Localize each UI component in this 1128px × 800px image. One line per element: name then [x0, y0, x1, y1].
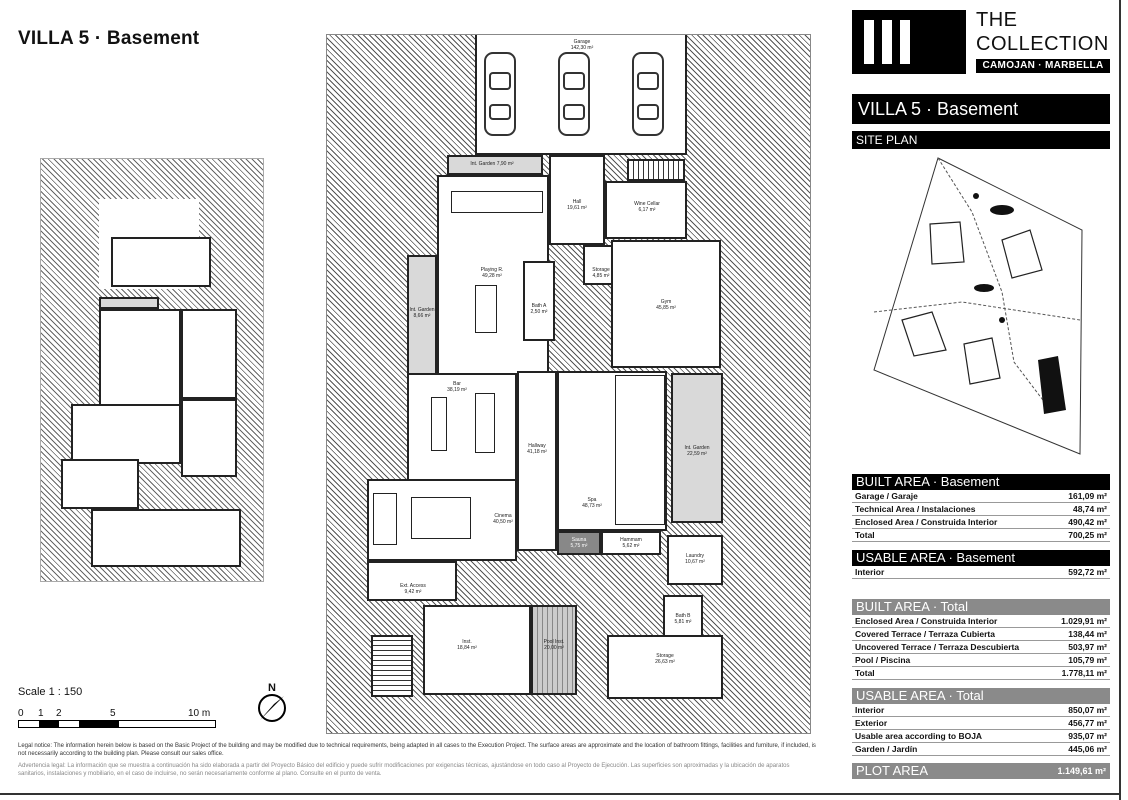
label-hall: Hall	[572, 199, 582, 205]
room-storage	[607, 635, 723, 699]
label-int-garden-top: Int. Garden	[470, 161, 496, 167]
table-row: Enclosed Area / Construida Interior 490,42 m²	[852, 516, 1110, 529]
overview-floor-plan	[40, 158, 264, 582]
scale-tick-5: 5	[110, 708, 116, 719]
page-frame-bottom	[0, 793, 1121, 795]
label-hallway: Hallway	[528, 443, 546, 449]
site-plan-map	[852, 152, 1110, 470]
area-cinema: 40,50 m²	[493, 519, 513, 525]
label-bar: Bar	[453, 381, 461, 387]
table-row: Garage / Garaje 161,09 m²	[852, 490, 1110, 503]
table-row: Enclosed Area / Construida Interior 1.029,91 m²	[852, 615, 1110, 628]
table-row: Pool / Piscina 105,79 m²	[852, 654, 1110, 667]
overview-garden-strip	[99, 297, 159, 309]
label-ext-access: Ext. Access	[400, 583, 426, 589]
overview-cinema	[61, 459, 139, 509]
area-sauna: 5,75 m²	[570, 543, 588, 549]
page-frame-right	[1119, 0, 1121, 800]
basement-floor-plan	[326, 34, 811, 734]
area-inst: 18,84 m²	[457, 645, 477, 651]
brand-line1: THE	[976, 9, 1018, 31]
brand-logo-mark	[852, 10, 966, 74]
table-row: Total 700,25 m²	[852, 529, 1110, 542]
area-int-garden-left: 8,66 m²	[413, 313, 431, 319]
area-bar: 38,19 m²	[447, 387, 467, 393]
area-spa: 48,73 m²	[582, 503, 602, 509]
label-laundry: Laundry	[685, 553, 705, 559]
overview-playing-room	[99, 309, 181, 419]
label-playing: Playing R.	[480, 267, 504, 273]
sofa-icon	[451, 191, 543, 213]
label-hammam: Hammam	[620, 537, 642, 543]
sidebar-header: VILLA 5 · Basement	[852, 94, 1110, 124]
scale-tick-1: 1	[38, 708, 44, 719]
label-inst: Inst.	[462, 639, 472, 645]
table-row: Technical Area / Instalaciones 48,74 m²	[852, 503, 1110, 516]
table-row: Exterior 456,77 m²	[852, 717, 1110, 730]
room-ext-access	[367, 561, 457, 601]
north-label: N	[268, 682, 276, 694]
area-hall: 19,61 m²	[567, 205, 587, 211]
car-icons	[477, 49, 687, 139]
cinema-seats-icon	[411, 497, 471, 539]
bar-counter-icon	[431, 397, 447, 451]
spa-pool-icon	[615, 375, 665, 525]
table-row: Covered Terrace / Terraza Cubierta 138,44 m²	[852, 628, 1110, 641]
overview-garage	[111, 237, 211, 287]
area-int-garden-top: 7,90 m²	[496, 161, 514, 167]
scale-tick-2: 2	[56, 708, 62, 719]
table-row: Interior 850,07 m²	[852, 704, 1110, 717]
room-bath-a	[523, 261, 555, 341]
label-bath-a: Bath A	[531, 303, 547, 309]
section-plot-area	[852, 763, 1110, 779]
scale-bar	[18, 720, 216, 728]
overview-spa	[181, 399, 237, 477]
brand-line2: COLLECTION	[976, 33, 1109, 55]
section-built-total: BUILT AREA · Total	[852, 599, 1110, 615]
label-storage: Storage	[656, 653, 674, 659]
plot-area-label: PLOT AREA	[856, 763, 929, 778]
ext-staircase	[371, 635, 413, 697]
area-gym: 45,85 m²	[656, 305, 676, 311]
section-usable-basement: USABLE AREA · Basement	[852, 550, 1110, 566]
scale-tick-10: 10 m	[188, 708, 211, 719]
page-title: VILLA 5 · Basement	[18, 28, 200, 49]
area-garage: 142,30 m²	[570, 45, 594, 51]
brand-name	[976, 8, 1109, 56]
table-row: Garden / Jardín 445,06 m²	[852, 743, 1110, 756]
scale-tick-0: 0	[18, 708, 24, 719]
area-laundry: 10,67 m²	[685, 559, 705, 565]
table-row: Usable area according to BOJA 935,07 m²	[852, 730, 1110, 743]
legal-notice-es: Advertencia legal: La información que se muestra a continuación ha sido elaborada a partir del Proyecto Básico del edificio y puede sufrir modificaciones por exigencias técnicas, ajustándose en todo caso al Proyecto de Ejecución. Las superficies son aproximadas y la ubicación de aparatos sanitarios, instalaciones y mobiliario, en el caso de incluirse, no serán necesariamente conforme al plano. Consulte en el punto de venta.	[18, 763, 790, 777]
label-spa: Spa	[587, 497, 597, 503]
plot-area-value: 1.149,61 m²	[1057, 766, 1106, 776]
brand-tagline: CAMOJAN · MARBELLA	[976, 59, 1110, 73]
area-hammam: 5,62 m²	[622, 543, 640, 549]
scale-label: Scale 1 : 150	[18, 686, 83, 698]
dining-table-icon	[475, 393, 495, 453]
section-built-basement: BUILT AREA · Basement	[852, 474, 1110, 490]
area-storage-small: 4,85 m²	[592, 273, 610, 279]
table-row: Total 1.778,11 m²	[852, 667, 1110, 680]
sidebar-subheader: SITE PLAN	[852, 131, 1110, 149]
area-bath-b: 5,81 m²	[674, 619, 692, 625]
legal-notice-en: Legal notice: The information herein below is based on the Basic Project of the building and may be modified due to technical requirements, being adapted in all cases to the Execution Project. The surface areas are approximate and the location of bathroom fittings, facilities and furniture, if included, is not necessarily according to the building plan. Please consult our sales office.	[18, 743, 816, 757]
pool-table-icon	[475, 285, 497, 333]
label-gym: Gym	[660, 299, 672, 305]
label-cinema: Cinema	[494, 513, 512, 519]
label-wine: Wine Cellar	[634, 201, 660, 207]
label-int-garden-left: Int. Garden	[409, 307, 435, 313]
label-int-garden-right: Int. Garden	[684, 445, 710, 451]
area-int-garden-right: 22,59 m²	[687, 451, 707, 457]
label-sauna: Sauna	[571, 537, 587, 543]
table-row: Interior 592,72 m²	[852, 566, 1110, 579]
area-wine: 6,17 m²	[638, 207, 656, 213]
area-ext-access: 9,42 m²	[404, 589, 422, 595]
overview-service	[91, 509, 241, 567]
area-pool-inst: 20,00 m²	[544, 645, 564, 651]
section-usable-total: USABLE AREA · Total	[852, 688, 1110, 704]
area-bath-a: 2,50 m²	[530, 309, 548, 315]
staircase	[627, 159, 685, 181]
overview-gym	[181, 309, 237, 399]
label-storage-small: Storage	[592, 267, 610, 273]
overview-bar	[71, 404, 181, 464]
table-row: Uncovered Terrace / Terraza Descubierta 503,97 m²	[852, 641, 1110, 654]
area-storage: 26,63 m²	[655, 659, 675, 665]
area-playing: 49,28 m²	[482, 273, 502, 279]
label-garage: Garage	[573, 39, 591, 45]
label-bath-b: Bath B	[675, 613, 691, 619]
label-pool-inst: Pool Inst.	[543, 639, 565, 645]
cinema-seat-icon	[373, 493, 397, 545]
area-hallway: 41,18 m²	[527, 449, 547, 455]
room-hallway	[517, 371, 557, 551]
